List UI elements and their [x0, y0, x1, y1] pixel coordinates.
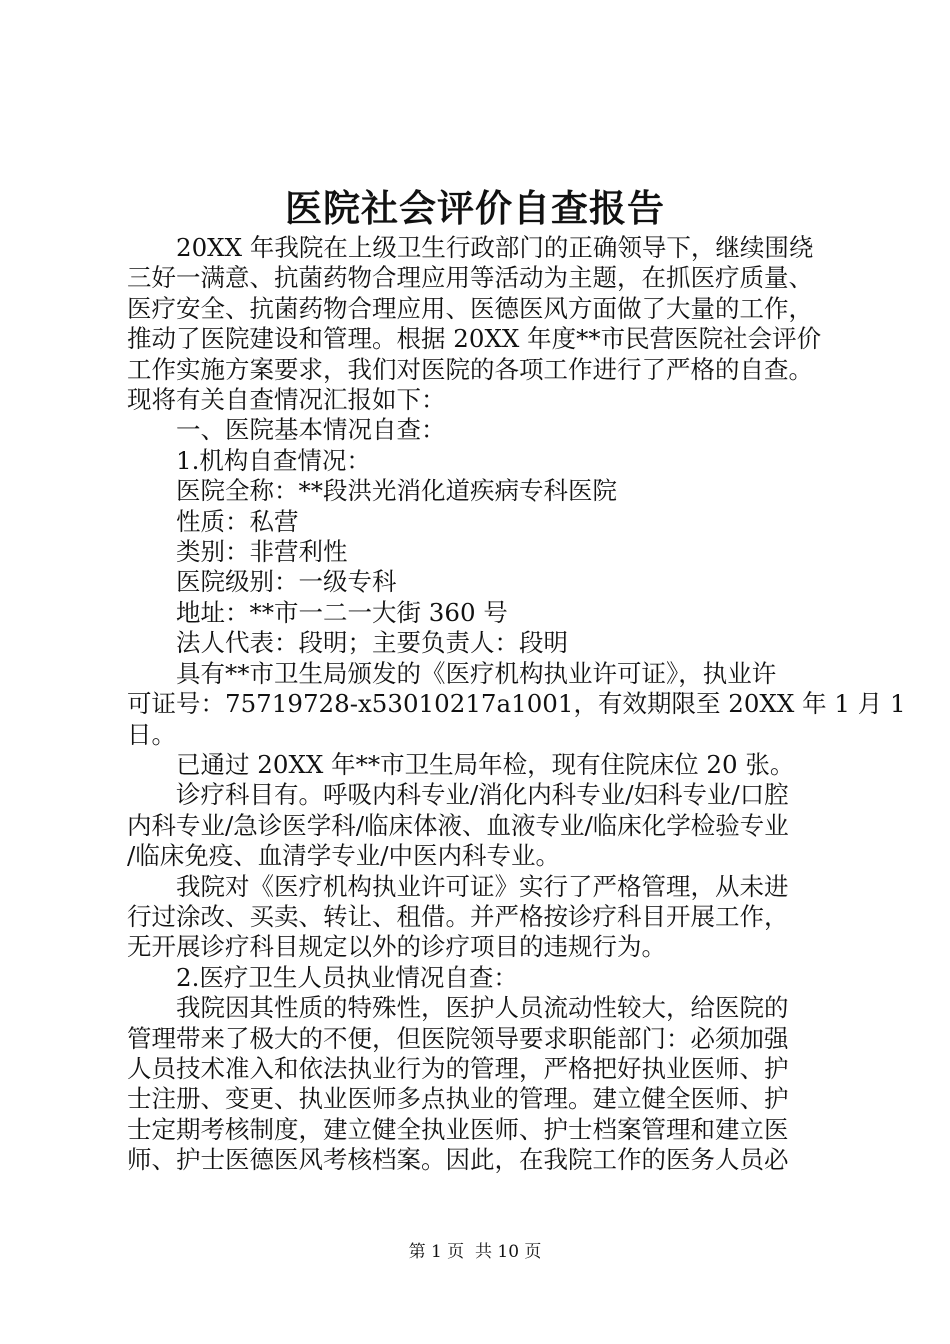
- body-paragraph: [127, 233, 827, 415]
- paragraph-line: 人员技术准入和依法执业行为的管理，严格把好执业医师、护: [127, 1053, 789, 1083]
- body-paragraph: [127, 658, 906, 750]
- paragraph-line: 推动了医院建设和管理。根据 20XX 年度**市民营医院社会评价: [127, 324, 822, 354]
- paragraph-line: 日。: [127, 719, 176, 749]
- paragraph-line: 法人代表：段明；主要负责人：段明: [176, 628, 568, 658]
- body-paragraph: [127, 476, 827, 506]
- paragraph-line: 行过涂改、买卖、转让、租借。并严格按诊疗科目开展工作，: [127, 901, 789, 931]
- paragraph-line: 20XX 年我院在上级卫生行政部门的正确领导下，继续围绕: [176, 233, 814, 262]
- body-paragraph: [127, 415, 827, 445]
- paragraph-line: 我院对《医疗机构执业许可证》实行了严格管理，从未进: [176, 871, 789, 901]
- body-paragraph: [127, 872, 827, 963]
- paragraph-line: 我院因其性质的特殊性，医护人员流动性较大，给医院的: [176, 993, 789, 1023]
- paragraph-line: 医院级别：一级专科: [176, 567, 397, 597]
- paragraph-line: 三好一满意、抗菌药物合理应用等活动为主题，在抓医疗质量、: [127, 263, 813, 293]
- paragraph-line: 内科专业/急诊医学科/临床体液、血液专业/临床化学检验专业: [127, 810, 789, 840]
- paragraph-line: 已通过 20XX 年**市卫生局年检，现有住院床位 20 张。: [176, 749, 795, 779]
- paragraph-line: 1.机构自查情况：: [176, 445, 371, 475]
- body-paragraph: [127, 963, 827, 993]
- body-paragraph: [127, 628, 827, 658]
- paragraph-line: 工作实施方案要求，我们对医院的各项工作进行了严格的自查。: [127, 354, 813, 384]
- paragraph-line: 管理带来了极大的不便，但医院领导要求职能部门：必须加强: [127, 1023, 789, 1053]
- paragraph-line: 类别：非营利性: [176, 537, 348, 567]
- paragraph-line: 士注册、变更、执业医师多点执业的管理。建立健全医师、护: [127, 1084, 789, 1114]
- body-paragraph: [127, 507, 827, 537]
- document-title: 医院社会评价自查报告: [285, 186, 665, 230]
- body-paragraph: [127, 750, 827, 780]
- body-paragraph: [127, 537, 827, 567]
- body-paragraph: [127, 780, 827, 871]
- paragraph-line: 士定期考核制度，建立健全执业医师、护士档案管理和建立医: [127, 1114, 789, 1144]
- paragraph-line: /临床免疫、血清学专业/中医内科专业。: [127, 841, 561, 871]
- body-paragraph: [127, 567, 827, 597]
- paragraph-line: 现将有关自查情况汇报如下：: [127, 385, 446, 415]
- paragraph-line: 诊疗科目有。呼吸内科专业/消化内科专业/妇科专业/口腔: [176, 780, 789, 810]
- paragraph-line: 一、医院基本情况自查：: [176, 415, 446, 445]
- page-footer: 第 1 页 共 10 页: [408, 1242, 542, 1262]
- paragraph-line: 性质：私营: [176, 506, 299, 536]
- document-body: [127, 233, 906, 1176]
- body-paragraph: [127, 598, 827, 628]
- paragraph-line: 2.医疗卫生人员执业情况自查：: [176, 962, 518, 992]
- paragraph-line: 医院全称：**段洪光消化道疾病专科医院: [176, 476, 617, 506]
- paragraph-line: 地址：**市一二一大街 360 号: [176, 597, 508, 627]
- body-paragraph: [127, 993, 827, 1175]
- paragraph-line: 具有**市卫生局颁发的《医疗机构执业许可证》，执业许: [176, 658, 777, 688]
- paragraph-line: 可证号：75719728-x53010217a1001，有效期限至 20XX 年 1 月 1: [127, 689, 906, 719]
- paragraph-line: 医疗安全、抗菌药物合理应用、医德医风方面做了大量的工作，: [127, 293, 813, 323]
- paragraph-line: 师、护士医德医风考核档案。因此，在我院工作的医务人员必: [127, 1145, 789, 1175]
- paragraph-line: 无开展诊疗科目规定以外的诊疗项目的违规行为。: [127, 932, 666, 962]
- body-paragraph: [127, 446, 827, 476]
